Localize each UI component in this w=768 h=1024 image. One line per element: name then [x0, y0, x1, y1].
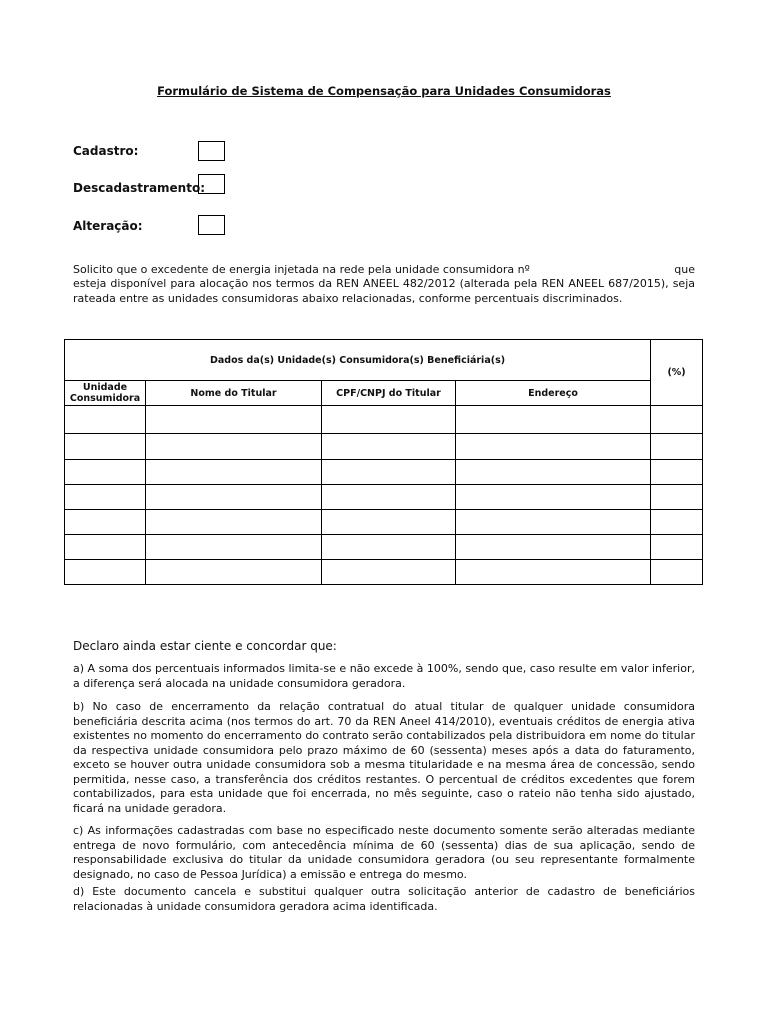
cell-nome[interactable] [146, 560, 322, 585]
cell-unidade[interactable] [65, 406, 146, 434]
cell-percent[interactable] [651, 460, 703, 485]
table-row [65, 406, 703, 434]
table-row [65, 460, 703, 485]
percent-header: (%) [651, 340, 703, 406]
request-first-line [73, 263, 695, 276]
descadastramento-checkbox[interactable] [198, 174, 225, 194]
beneficiaries-table [64, 339, 703, 585]
table-row [65, 485, 703, 510]
cell-cpf[interactable] [322, 406, 456, 434]
cell-endereco[interactable] [456, 460, 651, 485]
request-text-start: Solicito que o excedente de energia injetada na rede pela unidade consumidora nº [73, 263, 530, 276]
cell-percent[interactable] [651, 510, 703, 535]
cell-nome[interactable] [146, 406, 322, 434]
cell-endereco[interactable] [456, 406, 651, 434]
cell-percent[interactable] [651, 560, 703, 585]
cell-nome[interactable] [146, 535, 322, 560]
cell-percent[interactable] [651, 535, 703, 560]
cell-cpf[interactable] [322, 535, 456, 560]
table-row [65, 560, 703, 585]
cell-endereco[interactable] [456, 510, 651, 535]
declaration-item-c: c) As informações cadastradas com base no especificado neste documento somente serão alteradas mediante entrega de novo formulário, com antecedência mínima de 60 (sessenta) dias de sua aplicação, sendo de responsabilidade exclusiva do titular da unidade consumidora geradora (ou seu representante formalmente designado, no caso de Pessoa Jurídica) a emissão e entrega do mesmo. [73, 824, 695, 881]
cell-cpf[interactable] [322, 434, 456, 460]
declaration-item-b: b) No caso de encerramento da relação contratual do atual titular de qualquer unidade consumidora beneficiária descrita acima (nos termos do art. 70 da REN Aneel 414/2010), eventuais créditos de energia ativa existentes no momento do encerramento do contrato serão contabilizados pela distribuidora em nome do titular da respectiva unidade consumidora pelo prazo máximo de 60 (sessenta) meses após a data do faturamento, exceto se houver outra unidade consumidora sob a mesma titularidade e na mesma área de concessão, sendo permitida, nesse caso, a transferência dos créditos restantes. O percentual de créditos excedentes que forem contabilizados, para esta unidade que foi encerrada, no mês seguinte, caso o rateio não tenha sido ajustado, ficará na unidade geradora. [73, 700, 695, 815]
declaration-intro: Declaro ainda estar ciente e concordar que: [73, 639, 337, 653]
cell-endereco[interactable] [456, 485, 651, 510]
request-text-end: que [674, 263, 695, 276]
cell-nome[interactable] [146, 460, 322, 485]
cell-unidade[interactable] [65, 510, 146, 535]
table-row [65, 535, 703, 560]
cell-cpf[interactable] [322, 460, 456, 485]
cell-unidade[interactable] [65, 535, 146, 560]
cell-endereco[interactable] [456, 434, 651, 460]
col-header-cpf: CPF/CNPJ do Titular [322, 381, 456, 406]
table-row [65, 510, 703, 535]
cell-percent[interactable] [651, 485, 703, 510]
descadastramento-label: Descadastramento: [73, 181, 205, 195]
cell-percent[interactable] [651, 434, 703, 460]
cell-unidade[interactable] [65, 460, 146, 485]
form-title: Formulário de Sistema de Compensação para Unidades Consumidoras [157, 84, 611, 98]
cell-endereco[interactable] [456, 560, 651, 585]
request-paragraph: esteja disponível para alocação nos termos da REN ANEEL 482/2012 (alterada pela REN ANEEL 687/2015), seja rateada entre as unidades consumidoras abaixo relacionadas, conforme percentuais discriminados. [73, 277, 695, 305]
cell-unidade[interactable] [65, 434, 146, 460]
table-group-header: Dados da(s) Unidade(s) Consumidora(s) Beneficiária(s) [65, 340, 651, 381]
cell-nome[interactable] [146, 485, 322, 510]
declaration-item-d: d) Este documento cancela e substitui qualquer outra solicitação anterior de cadastro de beneficiários relacionadas à unidade consumidora geradora acima identificada. [73, 885, 695, 913]
table-row [65, 434, 703, 460]
declaration-item-a: a) A soma dos percentuais informados limita-se e não excede à 100%, sendo que, caso resulte em valor inferior, a diferença será alocada na unidade consumidora geradora. [73, 662, 695, 690]
cell-unidade[interactable] [65, 560, 146, 585]
cell-cpf[interactable] [322, 485, 456, 510]
col-header-unidade: Unidade Consumidora [65, 381, 146, 406]
alteracao-checkbox[interactable] [198, 215, 225, 235]
cell-cpf[interactable] [322, 510, 456, 535]
cell-unidade[interactable] [65, 485, 146, 510]
col-header-nome: Nome do Titular [146, 381, 322, 406]
cadastro-checkbox[interactable] [198, 141, 225, 161]
cell-percent[interactable] [651, 406, 703, 434]
cell-cpf[interactable] [322, 560, 456, 585]
cell-nome[interactable] [146, 510, 322, 535]
cell-nome[interactable] [146, 434, 322, 460]
alteracao-label: Alteração: [73, 219, 143, 233]
col-header-endereco: Endereço [456, 381, 651, 406]
cadastro-label: Cadastro: [73, 144, 139, 158]
cell-endereco[interactable] [456, 535, 651, 560]
